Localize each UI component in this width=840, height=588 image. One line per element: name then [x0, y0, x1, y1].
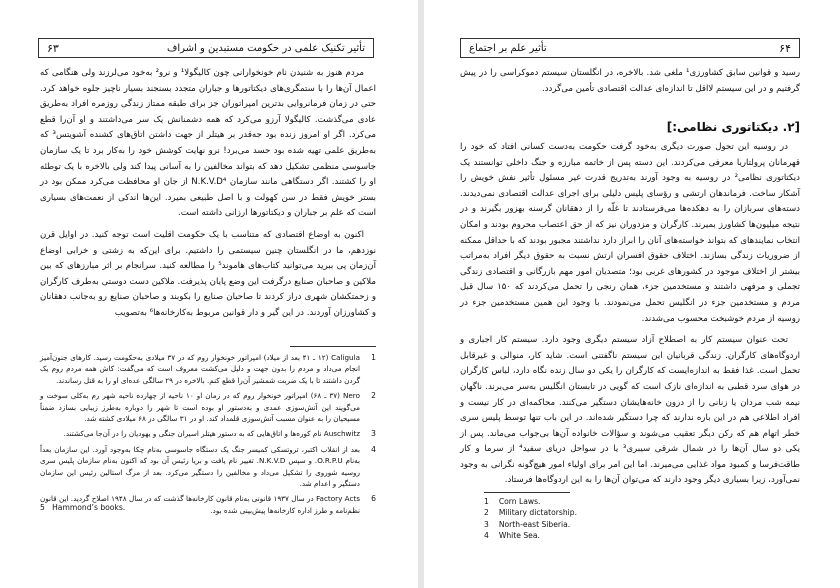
- english-footnote-5: [40, 503, 125, 512]
- footnote-text: Nero (۳۷ ـ ۶۸) امپراتور خونخوار روم که در زمان او ۱۰ ناحیه از چهارده ناحیه شهر رم به‌کلی سوخت و می‌گویند این آتش‌سوزی عمدی و به‌دستور او بوده است تا شهر را دوباره به‌طرز زیبایی بسازد ضمناً مسیحیان را به عنوان مسبب آتش‌سوزی قلمداد کند. او در ۳۱ سالگی در ۶۸ میلادی کشته شد.: [40, 391, 360, 424]
- english-footnote-text: White Sea.: [498, 531, 540, 541]
- footnote-text: Factory Acts در سال ۱۹۳۷ قانونی به‌نام قانون کارخانه‌ها گذشت که در سال ۱۹۴۸ اصلاح گردید. این قانون نظم‌نامه و طرز اداره کارخانه‌ها پیش‌بینی شده بود.: [40, 494, 360, 515]
- right-footnote-rule: [484, 492, 570, 493]
- footnote-item: [40, 444, 376, 490]
- english-footnote-number: 2: [484, 508, 489, 518]
- left-footnote-rule: [290, 346, 376, 347]
- footnote-number: 1: [371, 353, 376, 362]
- left-footnotes: [40, 352, 376, 520]
- footnote-number: 6: [371, 494, 376, 504]
- footnote-text: Caligula (۱۲ ـ ۴۱ بعد از میلاد) امپراتور خونخوار روم که در ۳۷ میلادی به‌حکومت رسید. کارهای جنون‌آمیز انجام می‌داد و مردم را بدون جهت و دلیل می‌کشت معروف است که می‌گفت: کاش همه مردم روم یک گردن داشتند تا با یک ضربت شمشیر آن‌را قطع کنم. بالاخره در ۲۹ سالگی عده‌ای او را به قتل رساندند.: [40, 353, 360, 385]
- right-intro-text: [460, 66, 800, 103]
- right-header-title: تأثیر علم بر اجتماع: [469, 42, 547, 54]
- footnote-item: [40, 390, 376, 424]
- english-footnote-number: 3: [484, 519, 489, 529]
- english-footnote-text: North-east Siberia.: [498, 519, 571, 529]
- english-footnote-5-number: 5: [40, 503, 45, 512]
- left-page-header: [38, 38, 374, 58]
- right-paragraph-2: تحت عنوان سیستم کار به اصطلاح آزاد سیستم دیگری وجود دارد. سیستم کار اجباری و اردوگاه‌های کارگران. زندگی قربانیان این سیستم ناگفتنی است. شاید کار، منوالی و غیرقابل تحمل است. غذا فقط به اندازه‌ایست که کارگران را یکی دو سال زنده نگاه دارد، لباس کارگران در هوای سرد قطبی به اندازه‌ای نازک است که گویی در تابستان انگلیس به‌سر می‌برند. ناگهان نیمه شب مردان یا زنانی را از درون خانه‌هایشان دستگیر می‌کنند. محاکمه‌ای در کار نیست و افراد اطلاعی هم در این باره ندارند که چرا دستگیر شده‌اند. در این باب تنها توسط پلیس سری خطر اتهام هم که رکن دیگر تعقیب می‌شوند و سؤالات خانواده آن‌ها بی‌جواب می‌ماند. پس از یکی دو سال آن‌ها را در شمال شرقی سیبری³ یا در سواحل دریای سفید⁴ از سرما و کار طاقت‌فرسا و کمبود مواد غذایی می‌میرند. اما این امر برای اولیاء امور هیچ‌گونه نگرانی به وجود نمی‌آورد، زیرا بسیاری دیگر وجود دارند که می‌توان آن‌ها را به این اردوگاه‌ها فرستاد.: [460, 335, 800, 486]
- left-paragraph-2: اکنون به اوضاع اقتصادی که متناسب با یک حکومت اقلیت است توجه کنید. در اوایل قرن نوزدهم، ما در انگلستان چنین سیستمی را داشتیم. برای این‌که به زشتی و خرابی اوضاع آن‌زمان پی ببرید می‌توانید کتاب‌های هاموند⁵ را مطالعه کنید. سرانجام بر اثر مبارزهای که بین ملاکین و صاحبان صنایع درگرفت این وضع پایان پذیرفت. ملاکین دست دوستی به‌طرف کارگران و زحمتکشان شهری دراز کردند تا صاحبان صنایع را بکوبند و صاحبان صنایع رو به‌جانب دهقانان و کشاورزان آوردند. در این گیر و دار قوانین مربوط به‌کارخانه‌ها⁶ به‌تصویب: [40, 229, 376, 318]
- left-header-title: تأثیر تکنیک علمی در حکومت مستبدین و اشراف: [166, 42, 365, 54]
- english-footnote-number: 4: [484, 531, 489, 541]
- footnote-number: 3: [371, 429, 376, 439]
- footnote-text: Auschwitz نام کوره‌ها و اتاق‌هایی که به دستور هیتلر اسیران جنگی و یهودیان را در آن‌جا می‌کشتند.: [63, 429, 360, 439]
- english-footnote-row: [484, 530, 577, 541]
- right-page-number: ۶۴: [779, 41, 791, 55]
- right-paragraph-1: در روسیه این تحول صورت دیگری به‌خود گرفت حکومت به‌دست کسانی افتاد که خود را قهرمانان پرولتاریا معرفی می‌کردند. این دسته پس از خاتمه مبارزه و جنگ داخلی توانستند یک دیکتاتوری نظامی² در روسیه به وجود آورند به‌تدریج قدرت غیر مسئول تأثیر نفش خویش را آشکار ساخت. فرماندهان ارتشی و رؤسای پلیس دلیلی برای اجرای عدالت اقتصادی نمی‌دیدند. دسته‌های سربازان را به دهکده‌ها می‌فرستادند تا غلّه را از دهقانان گرسنه بهزور بگیرند و در نتیجه میلیون‌ها کشاورز بمیرند. کارگران و مزدوران نیز که از حق اعتصاب محروم بودند و امکان انتخاب نمایندهای که بتواند خواسته‌های آنان را ابراز دارد نداشتند مجبور بودند که با حداقل ممکنه از ضروریات زندگی بسازند. اختلاف حقوق افسران ارتش نسبت به حقوق دیگر افراد به‌مراتب بیشتر از اختلاف موجود در کشورهای غربی بود؛ متصدیان امور مهم بازرگانی و اقتصادی زندگی تجملی و مرفهی داشتند و مستخدمین جزء، همان رنجی را تحمل می‌کردند که ۱۵۰ سال قبل مردم و مستخدمین جزء در انگلیس تحمل می‌نمودند. با وجود این همین مستخدمین جزء در روسیه از مردم خوشبخت محسوب می‌شدند.: [460, 142, 800, 324]
- english-footnote-row: [484, 507, 577, 518]
- left-body-text: [40, 66, 376, 328]
- footnote-item: [40, 352, 376, 386]
- english-footnote-5-text: Hammond’s books.: [52, 503, 126, 512]
- left-paragraph-1: مردم هنوز به شنیدن نام خونخوارانی چون کالیگولا¹ و نرو² به‌خود می‌لرزند ولی هنگامی که اعمال آن‌ها را با ستمگری‌های دیکتاتورها و جباران متجدد بسنجند بسیار ناچیز جلوه خواهد کرد. حتی در زمان فرمانروایی بدترین امپراتوران جز برای طبقه ممتاز زندگی روزمره افراد به‌طریق عادی می‌گذشت. کالیگولا آرزو می‌کرد که همه دشمنانش یک سر می‌داشتند و او آن‌را قطع می‌کرد. اگر او امروز زنده بود جه‌قدر بر هیتلر از جهت داشتن اتاق‌های کشنده آشویتس³ که به‌طریق علمی تهیه شده بود حسد می‌برد! نرو نهایت کوشش خود را به‌کار برد تا یک سازمان جاسوسی منظمی تشکیل دهد که بتواند مخالفین را به آسانی پیدا کند ولی بالاخره با یک توطئه او را کشتند. اگر دستگاهی مانند سازمان N.K.V.D⁴ از جان او محافظت می‌کرد ممکن بود در بستر خویش فقط در سن کهولت و با اصل طبیعی بمیرد. این‌ها اندکی از نعمت‌های بسیاری است که علم بر جباران و دیکتاتورها ارزانی داشته است.: [40, 68, 376, 219]
- english-footnote-row: [484, 496, 577, 507]
- right-intro-paragraph: رسید و قوانین سابق کشاورزی¹ ملغی شد. بالاخره، در انگلستان سیستم دموکراسی را در پیش گرفتیم و در این سیستم لااقل تا اندازه‌ای عدالت اقتصادی تأمین می‌گردد.: [460, 68, 800, 94]
- footnote-item: [40, 428, 376, 439]
- left-page: [0, 0, 418, 588]
- english-footnote-text: Corn Laws.: [498, 497, 541, 506]
- footnote-number: 4: [371, 444, 376, 454]
- right-body-text: [460, 140, 800, 495]
- right-english-footnotes: [484, 496, 577, 542]
- left-page-number: ۶۳: [47, 41, 59, 55]
- english-footnote-row: [484, 519, 577, 530]
- footnote-number: 2: [371, 391, 376, 401]
- footnote-text: بعد از انقلاب اکتبر، تروتسکی کمیسر جنگ یک دستگاه جاسوسی به‌نام چکا به‌وجود آورد. این سازمان بعداً به‌نام O.R.P.U. و سپس N.K.V.D. تغییر نام یافت و بریا رئیس آن بود که اکنون به‌نام سازمان پلیس سری روسیه شوروی را تشکیل می‌داد و مخالفین را دستگیر می‌کرد. بعد از مرگ استالین رئیس این سازمان دستگیر و اعدام شد.: [40, 444, 360, 489]
- english-footnote-number: 1: [484, 497, 489, 506]
- english-footnote-text: Military dictatorship.: [498, 508, 577, 518]
- section-title: [۲. دیکتاتوری نظامی:]: [666, 120, 800, 134]
- right-page-header: [460, 38, 800, 58]
- right-page: [424, 0, 840, 588]
